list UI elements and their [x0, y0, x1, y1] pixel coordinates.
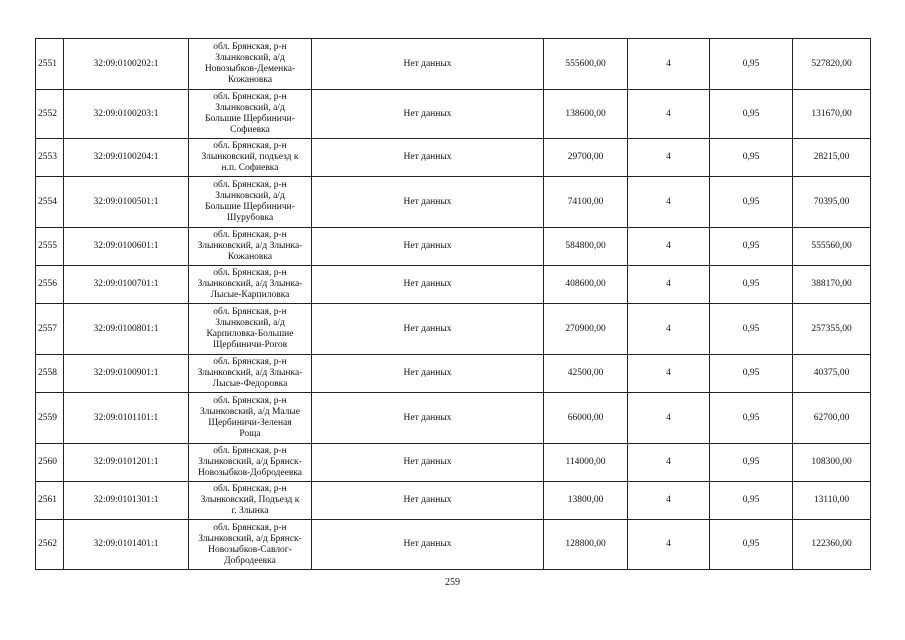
note-cell: Нет данных [312, 228, 544, 266]
coefficient-cell: 0,95 [710, 39, 793, 90]
cadastral-number-cell: 32:09:0100701:1 [64, 266, 189, 304]
row-number-cell: 2554 [36, 177, 64, 228]
coefficient-cell: 0,95 [710, 90, 793, 139]
note-cell: Нет данных [312, 393, 544, 444]
coefficient-cell: 0,95 [710, 520, 793, 570]
coefficient-cell: 0,95 [710, 177, 793, 228]
note-cell: Нет данных [312, 139, 544, 177]
value-cell: 138600,00 [544, 90, 628, 139]
count-cell: 4 [628, 139, 710, 177]
registry-table [35, 38, 871, 570]
note-cell: Нет данных [312, 39, 544, 90]
total-cell: 131670,00 [793, 90, 871, 139]
note-cell: Нет данных [312, 444, 544, 482]
page-number: 259 [445, 577, 460, 588]
count-cell: 4 [628, 393, 710, 444]
cadastral-number-cell: 32:09:0101401:1 [64, 520, 189, 570]
coefficient-cell: 0,95 [710, 228, 793, 266]
value-cell: 555600,00 [544, 39, 628, 90]
address-cell: обл. Брянская, р-н Злынковский, а/д Злынка- Лысые-Карпиловка [189, 266, 312, 304]
value-cell: 114000,00 [544, 444, 628, 482]
address-cell: обл. Брянская, р-н Злынковский, Подъезд к г. Злынка [189, 482, 312, 520]
row-number-cell: 2557 [36, 304, 64, 355]
total-cell: 257355,00 [793, 304, 871, 355]
count-cell: 4 [628, 266, 710, 304]
table-row [36, 355, 871, 393]
table-row [36, 228, 871, 266]
note-cell: Нет данных [312, 90, 544, 139]
table-row [36, 444, 871, 482]
total-cell: 70395,00 [793, 177, 871, 228]
registry-table-body [36, 39, 871, 570]
table-row [36, 139, 871, 177]
row-number-cell: 2559 [36, 393, 64, 444]
coefficient-cell: 0,95 [710, 139, 793, 177]
value-cell: 128800,00 [544, 520, 628, 570]
cadastral-number-cell: 32:09:0100901:1 [64, 355, 189, 393]
cadastral-number-cell: 32:09:0101301:1 [64, 482, 189, 520]
table-row [36, 304, 871, 355]
cadastral-number-cell: 32:09:0100501:1 [64, 177, 189, 228]
note-cell: Нет данных [312, 482, 544, 520]
cadastral-number-cell: 32:09:0101201:1 [64, 444, 189, 482]
note-cell: Нет данных [312, 266, 544, 304]
table-row [36, 520, 871, 570]
cadastral-number-cell: 32:09:0100801:1 [64, 304, 189, 355]
coefficient-cell: 0,95 [710, 304, 793, 355]
total-cell: 13110,00 [793, 482, 871, 520]
total-cell: 40375,00 [793, 355, 871, 393]
table-row [36, 39, 871, 90]
row-number-cell: 2555 [36, 228, 64, 266]
total-cell: 28215,00 [793, 139, 871, 177]
value-cell: 66000,00 [544, 393, 628, 444]
address-cell: обл. Брянская, р-н Злынковский, а/д Новозыбков-Деменка- Кожановка [189, 39, 312, 90]
total-cell: 122360,00 [793, 520, 871, 570]
coefficient-cell: 0,95 [710, 355, 793, 393]
total-cell: 555560,00 [793, 228, 871, 266]
total-cell: 527820,00 [793, 39, 871, 90]
table-row [36, 90, 871, 139]
coefficient-cell: 0,95 [710, 266, 793, 304]
value-cell: 29700,00 [544, 139, 628, 177]
value-cell: 74100,00 [544, 177, 628, 228]
count-cell: 4 [628, 520, 710, 570]
table-row [36, 482, 871, 520]
row-number-cell: 2562 [36, 520, 64, 570]
note-cell: Нет данных [312, 520, 544, 570]
count-cell: 4 [628, 228, 710, 266]
count-cell: 4 [628, 90, 710, 139]
table-row [36, 266, 871, 304]
count-cell: 4 [628, 177, 710, 228]
note-cell: Нет данных [312, 304, 544, 355]
total-cell: 108300,00 [793, 444, 871, 482]
address-cell: обл. Брянская, р-н Злынковский, а/д Карпиловка-Большие Щербиничи-Рогов [189, 304, 312, 355]
row-number-cell: 2561 [36, 482, 64, 520]
address-cell: обл. Брянская, р-н Злынковский, а/д Большие Щербиничи- Софиевка [189, 90, 312, 139]
address-cell: обл. Брянская, р-н Злынковский, подъезд к н.п. Софиевка [189, 139, 312, 177]
row-number-cell: 2552 [36, 90, 64, 139]
address-cell: обл. Брянская, р-н Злынковский, а/д Брянск- Новозыбков-Савлог- Добродеевка [189, 520, 312, 570]
count-cell: 4 [628, 355, 710, 393]
value-cell: 270900,00 [544, 304, 628, 355]
coefficient-cell: 0,95 [710, 393, 793, 444]
note-cell: Нет данных [312, 177, 544, 228]
count-cell: 4 [628, 39, 710, 90]
cadastral-number-cell: 32:09:0100601:1 [64, 228, 189, 266]
note-cell: Нет данных [312, 355, 544, 393]
cadastral-number-cell: 32:09:0100202:1 [64, 39, 189, 90]
total-cell: 62700,00 [793, 393, 871, 444]
row-number-cell: 2558 [36, 355, 64, 393]
count-cell: 4 [628, 444, 710, 482]
value-cell: 408600,00 [544, 266, 628, 304]
value-cell: 584800,00 [544, 228, 628, 266]
cadastral-number-cell: 32:09:0100203:1 [64, 90, 189, 139]
row-number-cell: 2551 [36, 39, 64, 90]
total-cell: 388170,00 [793, 266, 871, 304]
address-cell: обл. Брянская, р-н Злынковский, а/д Малые Щербиничи-Зеленая Роща [189, 393, 312, 444]
address-cell: обл. Брянская, р-н Злынковский, а/д Брянск- Новозыбков-Добродеевка [189, 444, 312, 482]
value-cell: 42500,00 [544, 355, 628, 393]
value-cell: 13800,00 [544, 482, 628, 520]
coefficient-cell: 0,95 [710, 482, 793, 520]
cadastral-number-cell: 32:09:0100204:1 [64, 139, 189, 177]
coefficient-cell: 0,95 [710, 444, 793, 482]
row-number-cell: 2553 [36, 139, 64, 177]
address-cell: обл. Брянская, р-н Злынковский, а/д Злынка- Кожановка [189, 228, 312, 266]
count-cell: 4 [628, 304, 710, 355]
address-cell: обл. Брянская, р-н Злынковский, а/д Большие Щербиничи- Шурубовка [189, 177, 312, 228]
cadastral-number-cell: 32:09:0101101:1 [64, 393, 189, 444]
table-row [36, 177, 871, 228]
row-number-cell: 2560 [36, 444, 64, 482]
row-number-cell: 2556 [36, 266, 64, 304]
address-cell: обл. Брянская, р-н Злынковский, а/д Злынка- Лысые-Федоровка [189, 355, 312, 393]
count-cell: 4 [628, 482, 710, 520]
table-row [36, 393, 871, 444]
